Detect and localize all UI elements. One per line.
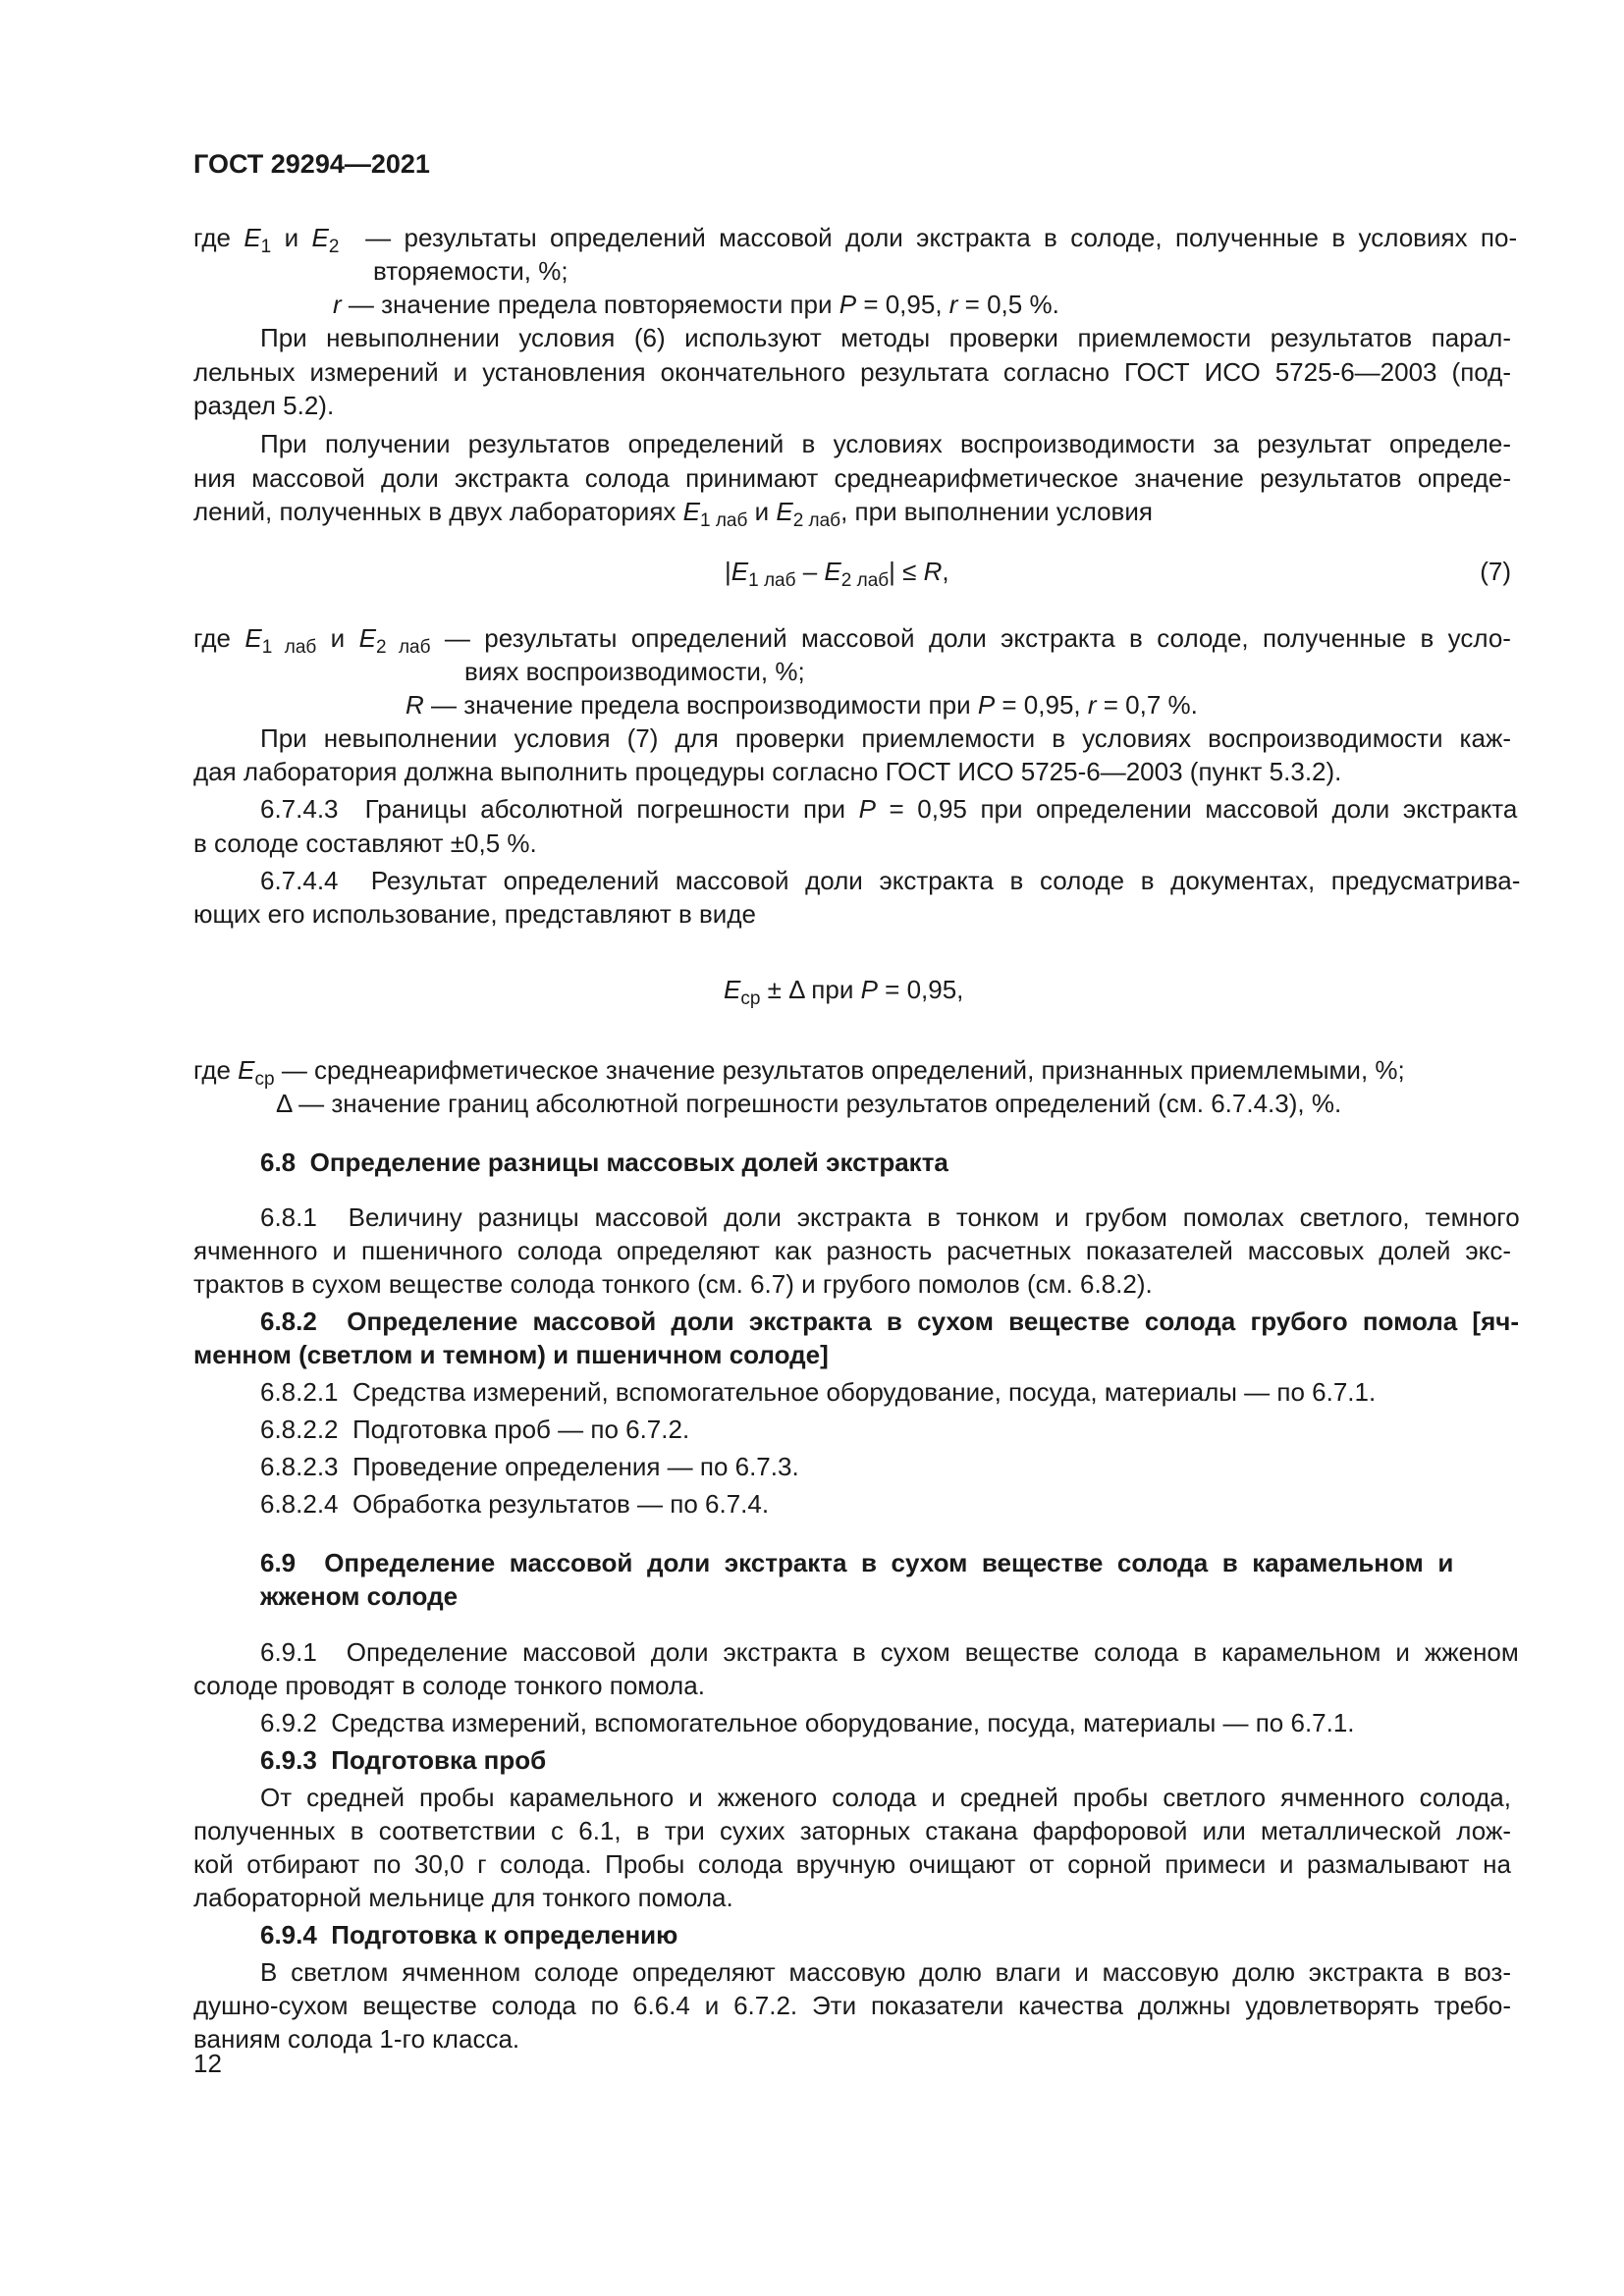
text-line-l16: 6.7.4.3 Границы абсолютной погрешности при P = 0,95 при определении массовой доли экстракта <box>260 794 1518 824</box>
text-line-l29: 6.8.2.1 Средства измерений, вспомогательное оборудование, посуда, материалы — по 6.7.1. <box>260 1377 1377 1407</box>
text-line-l19: ющих его использование, представляют в виде <box>193 899 756 929</box>
text-line-l38: 6.9.3 Подготовка проб <box>260 1745 547 1775</box>
text-line-l08: ния массовой доли экстракта солода принимают среднеарифметическое значение результатов опреде- <box>193 463 1511 493</box>
text-line-l09: лений, полученных в двух лабораториях $E_{1 лаб}$ и $E_{2 лаб}$, при выполнении условия <box>193 497 1153 531</box>
text-line-l35: 6.9.1 Определение массовой доли экстракта в сухом веществе солода в карамельном и жженом <box>260 1637 1519 1667</box>
text-line-l12: виях воспроизводимости, %; <box>464 657 805 686</box>
text-line-l37: 6.9.2 Средства измерений, вспомогательное оборудование, посуда, материалы — по 6.7.1. <box>260 1708 1355 1737</box>
text-line-l24: 6.8.1 Величину разницы массовой доли экстракта в тонком и грубом помолах светлого, темного <box>260 1202 1520 1232</box>
text-line-l33: 6.9 Определение массовой доли экстракта в сухом веществе солода в карамельном и <box>260 1548 1454 1577</box>
text-line-l45: душно-сухом веществе солода по 6.6.4 и 6.7.2. Эти показатели качества должны удовлетворять требо- <box>193 1991 1511 2020</box>
text-line-l44: В светлом ячменном солоде определяют массовую долю влаги и массовую долю экстракта в воз- <box>260 1957 1511 1987</box>
text-line-l20: $E_{ср} \pm \Delta$ при P = 0,95, <box>724 975 964 1009</box>
text-line-l11: где $E_{1 лаб}$ и $E_{2 лаб}$ — результаты определений массовой доли экстракта в солоде, полученные в усло- <box>193 623 1511 658</box>
text-line-l42: лабораторной мельнице для тонкого помола. <box>193 1883 733 1912</box>
text-line-l46: ваниям солода 1-го класса. <box>193 2024 520 2054</box>
text-line-l21: где $E_{ср}$ — среднеарифметическое значение результатов определений, признанных приемлемыми, %; <box>193 1055 1405 1090</box>
text-line-l06: раздел 5.2). <box>193 391 335 420</box>
text-line-l40: полученных в соответствии с 6.1, в три сухих заторных стакана фарфоровой или металлической лож- <box>193 1816 1511 1845</box>
text-line-l28: менном (светлом и темном) и пшеничном солоде] <box>193 1340 829 1369</box>
text-line-l14: При невыполнении условия (7) для проверки приемлемости в условиях воспроизводимости каж- <box>260 723 1511 753</box>
text-line-l03: r — значение предела повторяемости при P = 0,95, r = 0,5 %. <box>333 290 1059 319</box>
equation-number-eq7: (7) <box>1480 557 1511 586</box>
text-line-l34: жженом солоде <box>260 1581 459 1611</box>
text-line-l18: 6.7.4.4 Результат определений массовой доли экстракта в солоде в документах, предусматрива- <box>260 866 1521 895</box>
text-line-l39: От средней пробы карамельного и жженого солода и средней пробы светлого ячменного солода, <box>260 1783 1511 1812</box>
text-line-l22: Δ — значение границ абсолютной погрешности результатов определений (см. 6.7.4.3), %. <box>276 1089 1342 1118</box>
text-line-l36: солоде проводят в солоде тонкого помола. <box>193 1671 705 1700</box>
text-line-l23: 6.8 Определение разницы массовых долей экстракта <box>260 1148 948 1177</box>
text-line-l15: дая лаборатория должна выполнить процедуры согласно ГОСТ ИСО 5725-6—2003 (пункт 5.3.2). <box>193 757 1342 786</box>
text-line-l26: трактов в сухом веществе солода тонкого (см. 6.7) и грубого помолов (см. 6.8.2). <box>193 1269 1153 1299</box>
text-line-l31: 6.8.2.3 Проведение определения — по 6.7.3. <box>260 1452 799 1481</box>
text-line-l43: 6.9.4 Подготовка к определению <box>260 1920 678 1949</box>
text-line-l01: где $E_1$ и $E_2$ — результаты определений массовой доли экстракта в солоде, полученные в условиях по- <box>193 223 1518 257</box>
text-line-l25: ячменного и пшеничного солода определяют как разность расчетных показателей массовых долей экс- <box>193 1236 1511 1265</box>
text-line-l17: в солоде составляют ±0,5 %. <box>193 828 537 858</box>
text-line-l07: При получении результатов определений в условиях воспроизводимости за результат определе- <box>260 429 1511 458</box>
text-line-l02: вторяемости, %; <box>373 256 568 286</box>
text-line-l41: кой отбирают по 30,0 г солода. Пробы солода вручную очищают от сорной примеси и размалывают на <box>193 1849 1511 1879</box>
text-line-l13: R — значение предела воспроизводимости при P = 0,95, r = 0,7 %. <box>406 690 1198 720</box>
text-line-l32: 6.8.2.4 Обработка результатов — по 6.7.4. <box>260 1489 770 1519</box>
text-line-l10: $|E_{1 лаб} - E_{2 лаб}| \le R$, <box>725 557 949 591</box>
text-line-l04: При невыполнении условия (6) используют методы проверки приемлемости результатов парал- <box>260 323 1511 352</box>
text-line-l05: лельных измерений и установления окончательного результата согласно ГОСТ ИСО 5725-6—2003 (под- <box>193 357 1511 387</box>
page-number: 12 <box>193 2049 222 2078</box>
text-line-l30: 6.8.2.2 Подготовка проб — по 6.7.2. <box>260 1415 690 1444</box>
running-header: ГОСТ 29294—2021 <box>193 149 430 179</box>
text-line-l27: 6.8.2 Определение массовой доли экстракта в сухом веществе солода грубого помола [яч- <box>260 1307 1520 1336</box>
